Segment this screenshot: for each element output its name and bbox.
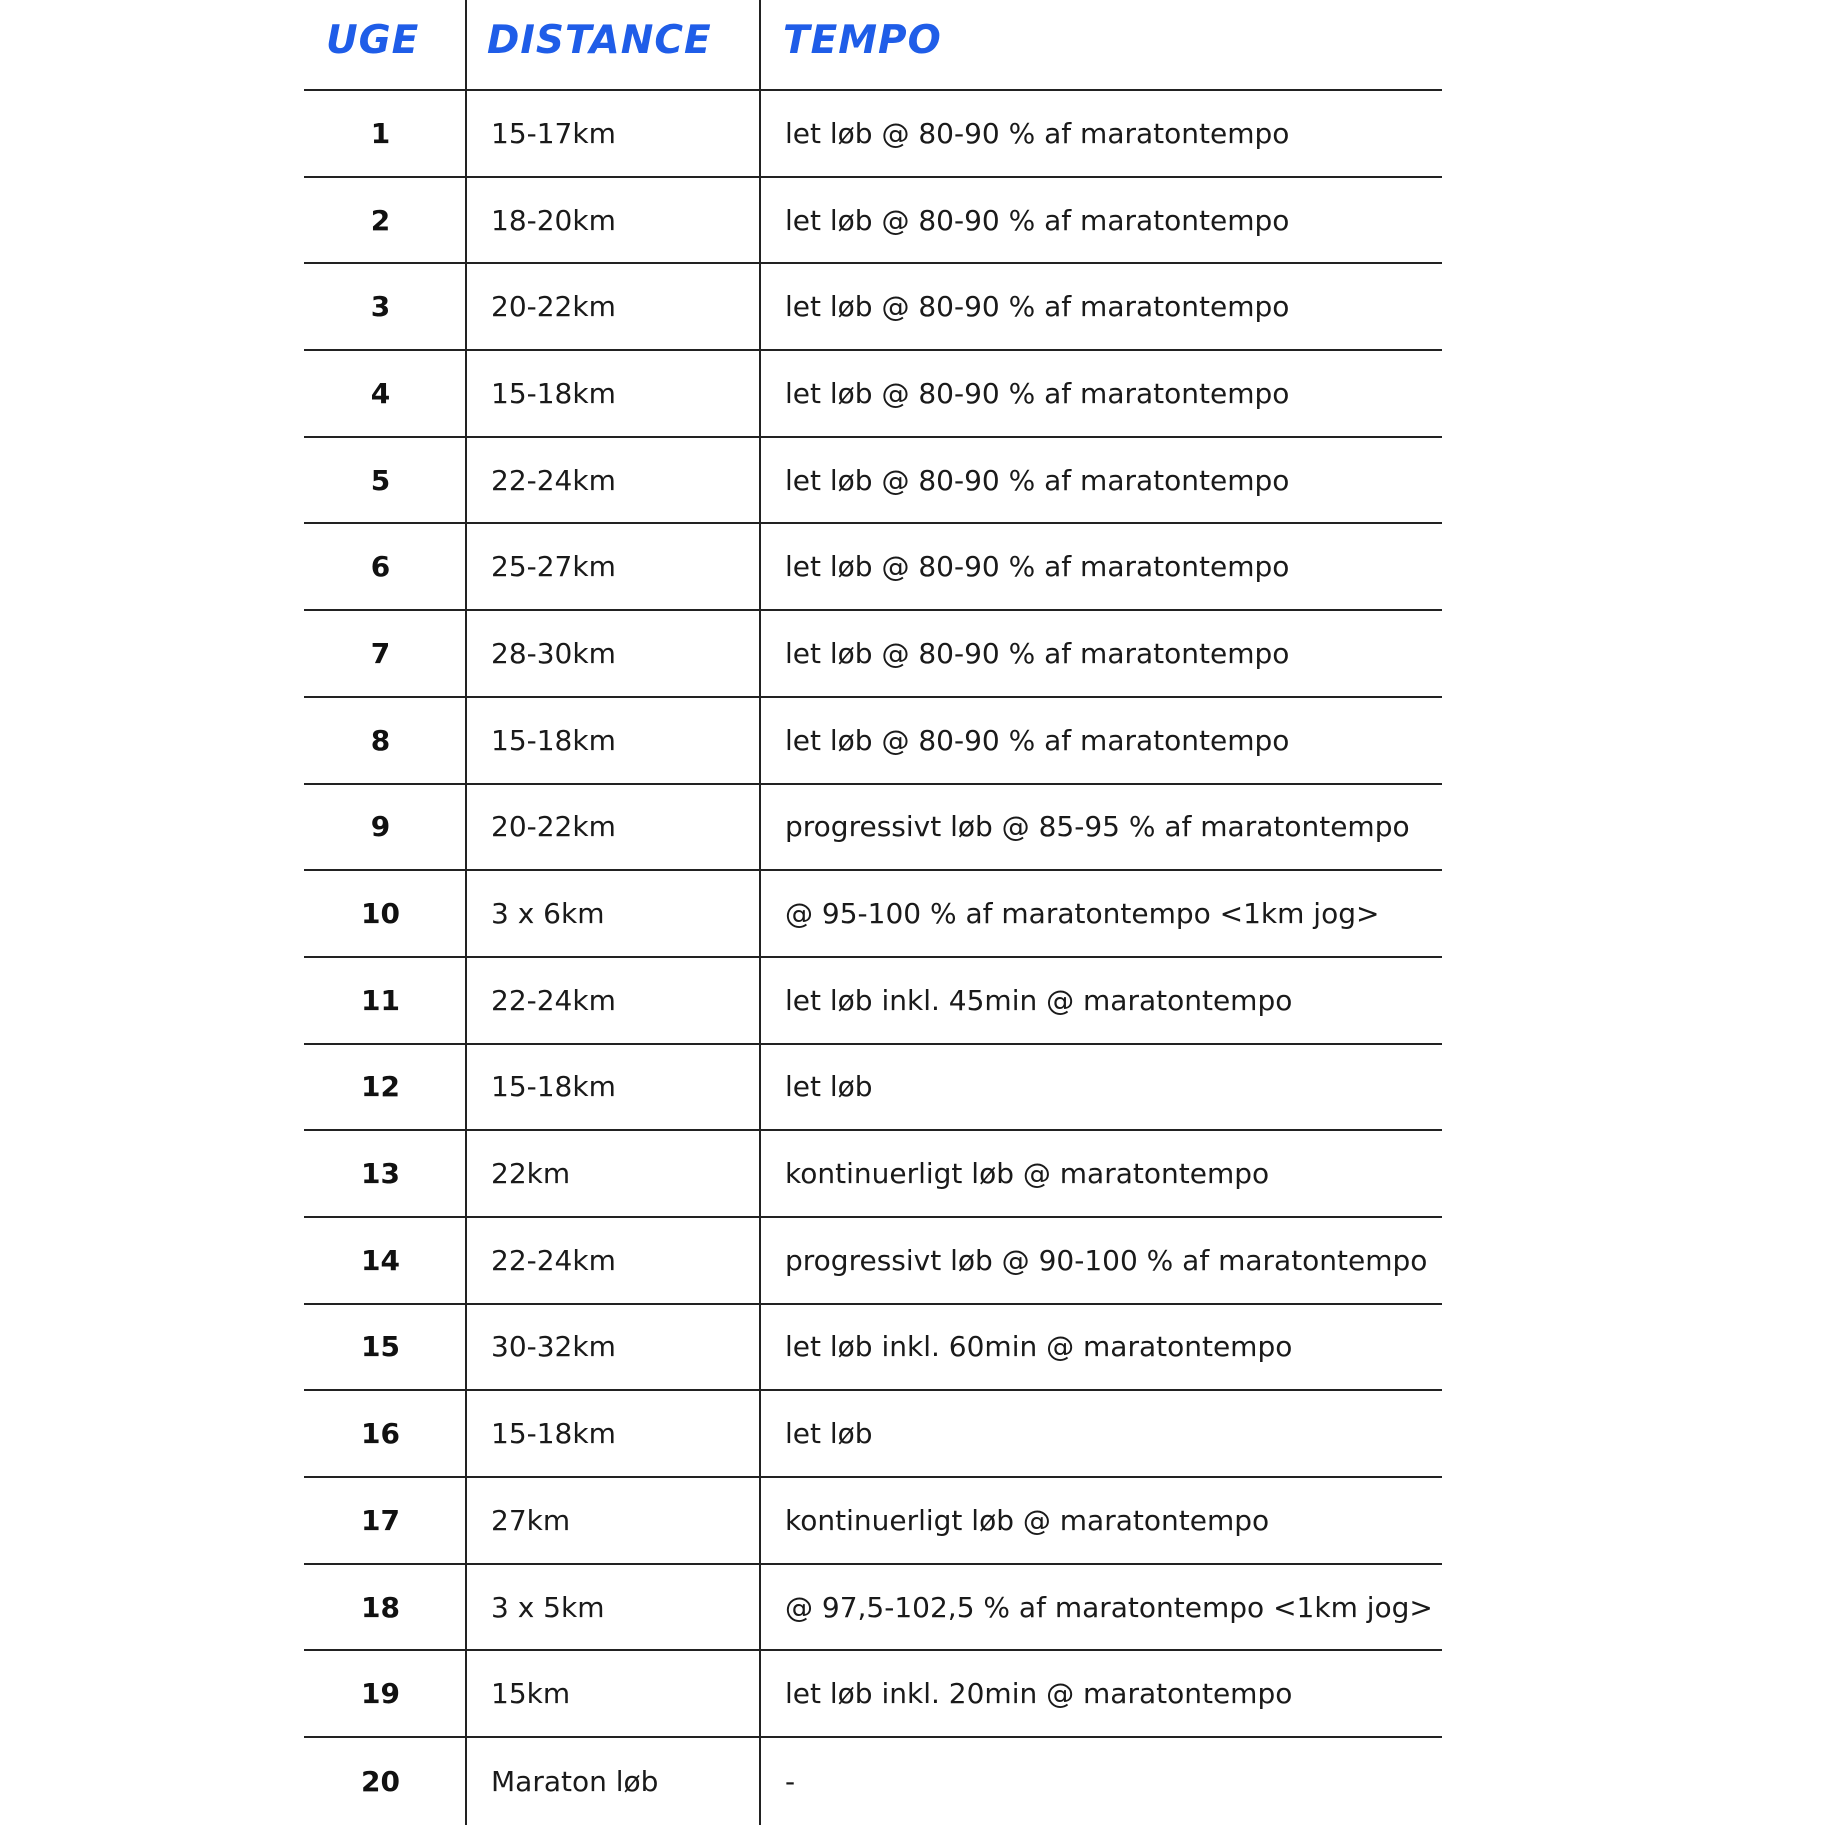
week-cell: [304, 1738, 467, 1825]
distance-cell: [467, 698, 761, 783]
tempo-cell: [761, 1565, 1442, 1650]
distance-value: 18-20km: [491, 203, 616, 237]
table-body: [304, 91, 1442, 1825]
tempo-value: let løb @ 80-90 % af maratontempo: [785, 376, 1290, 410]
week-cell: [304, 611, 467, 696]
distance-value: 15-18km: [491, 1070, 616, 1104]
tempo-value: let løb: [785, 1417, 873, 1451]
week-cell: [304, 1131, 467, 1216]
distance-value: 22-24km: [491, 983, 616, 1017]
tempo-value: let løb @ 80-90 % af maratontempo: [785, 550, 1290, 584]
week-cell: [304, 91, 467, 176]
distance-value: Maraton løb: [491, 1764, 659, 1798]
week-cell: [304, 524, 467, 609]
distance-value: 15-18km: [491, 376, 616, 410]
table-row: [304, 1045, 1442, 1132]
table-row: [304, 264, 1442, 351]
tempo-value: let løb inkl. 60min @ maratontempo: [785, 1330, 1293, 1364]
week-cell: [304, 1391, 467, 1476]
week-number: 5: [370, 463, 391, 497]
distance-value: 3 x 6km: [491, 897, 605, 931]
tempo-value: let løb @ 80-90 % af maratontempo: [785, 636, 1290, 670]
distance-value: 20-22km: [491, 810, 616, 844]
tempo-value: -: [785, 1764, 796, 1798]
table-row: [304, 1738, 1442, 1825]
table-row: [304, 351, 1442, 438]
header-distance-label: DISTANCE: [487, 18, 712, 63]
week-number: 2: [370, 203, 391, 237]
distance-value: 30-32km: [491, 1330, 616, 1364]
table-row: [304, 1131, 1442, 1218]
distance-cell: [467, 524, 761, 609]
tempo-cell: [761, 1651, 1442, 1736]
table-row: [304, 1651, 1442, 1738]
week-cell: [304, 178, 467, 263]
tempo-cell: [761, 1391, 1442, 1476]
week-number: 7: [370, 636, 391, 670]
distance-value: 15km: [491, 1677, 571, 1711]
distance-cell: [467, 1651, 761, 1736]
training-plan-table: [304, 0, 1442, 1825]
distance-cell: [467, 1391, 761, 1476]
table-row: [304, 178, 1442, 265]
tempo-cell: [761, 178, 1442, 263]
tempo-cell: [761, 524, 1442, 609]
distance-value: 22-24km: [491, 1243, 616, 1277]
week-number: 8: [370, 723, 391, 757]
week-number: 6: [370, 550, 391, 584]
week-cell: [304, 1045, 467, 1130]
tempo-value: let løb @ 80-90 % af maratontempo: [785, 116, 1290, 150]
tempo-cell: [761, 698, 1442, 783]
tempo-value: let løb @ 80-90 % af maratontempo: [785, 290, 1290, 324]
table-row: [304, 958, 1442, 1045]
header-cell-uge: [304, 0, 467, 89]
distance-value: 25-27km: [491, 550, 616, 584]
distance-value: 15-18km: [491, 1417, 616, 1451]
week-number: 12: [361, 1070, 400, 1104]
table-row: [304, 1478, 1442, 1565]
week-cell: [304, 1218, 467, 1303]
week-cell: [304, 1478, 467, 1563]
distance-cell: [467, 785, 761, 870]
week-cell: [304, 1565, 467, 1650]
distance-value: 28-30km: [491, 636, 616, 670]
tempo-cell: [761, 1738, 1442, 1825]
distance-cell: [467, 264, 761, 349]
table-row: [304, 438, 1442, 525]
table-row: [304, 524, 1442, 611]
distance-value: 15-17km: [491, 116, 616, 150]
distance-cell: [467, 91, 761, 176]
week-number: 9: [370, 810, 391, 844]
tempo-cell: [761, 351, 1442, 436]
week-number: 4: [370, 376, 391, 410]
tempo-value: progressivt løb @ 85-95 % af maratontempo: [785, 810, 1410, 844]
tempo-cell: [761, 785, 1442, 870]
week-number: 19: [361, 1677, 400, 1711]
week-number: 20: [361, 1764, 400, 1798]
week-number: 18: [361, 1590, 400, 1624]
week-number: 14: [361, 1243, 400, 1277]
tempo-value: kontinuerligt løb @ maratontempo: [785, 1503, 1270, 1537]
distance-cell: [467, 958, 761, 1043]
distance-cell: [467, 1738, 761, 1825]
table-row: [304, 1391, 1442, 1478]
week-number: 16: [361, 1417, 400, 1451]
table-row: [304, 91, 1442, 178]
week-number: 10: [361, 897, 400, 931]
tempo-cell: [761, 91, 1442, 176]
distance-value: 22-24km: [491, 463, 616, 497]
header-cell-distance: [467, 0, 761, 89]
table-row: [304, 785, 1442, 872]
tempo-value: let løb inkl. 45min @ maratontempo: [785, 983, 1293, 1017]
distance-value: 22km: [491, 1157, 571, 1191]
tempo-value: let løb inkl. 20min @ maratontempo: [785, 1677, 1293, 1711]
table-row: [304, 611, 1442, 698]
table-row: [304, 871, 1442, 958]
tempo-value: kontinuerligt løb @ maratontempo: [785, 1157, 1270, 1191]
week-cell: [304, 351, 467, 436]
tempo-cell: [761, 958, 1442, 1043]
distance-cell: [467, 1478, 761, 1563]
distance-cell: [467, 1218, 761, 1303]
week-number: 15: [361, 1330, 400, 1364]
distance-cell: [467, 871, 761, 956]
tempo-value: let løb @ 80-90 % af maratontempo: [785, 463, 1290, 497]
tempo-value: let løb @ 80-90 % af maratontempo: [785, 203, 1290, 237]
tempo-value: progressivt løb @ 90-100 % af maratontempo: [785, 1243, 1428, 1277]
tempo-value: let løb @ 80-90 % af maratontempo: [785, 723, 1290, 757]
week-cell: [304, 264, 467, 349]
week-number: 17: [361, 1503, 400, 1537]
tempo-cell: [761, 264, 1442, 349]
table-header: [304, 0, 1442, 91]
tempo-cell: [761, 1218, 1442, 1303]
header-tempo-label: TEMPO: [783, 18, 942, 63]
distance-value: 3 x 5km: [491, 1590, 605, 1624]
week-cell: [304, 1651, 467, 1736]
week-number: 11: [361, 983, 400, 1017]
distance-cell: [467, 1305, 761, 1390]
tempo-cell: [761, 438, 1442, 523]
distance-cell: [467, 178, 761, 263]
distance-cell: [467, 438, 761, 523]
header-cell-tempo: [761, 0, 1442, 89]
week-cell: [304, 438, 467, 523]
week-number: 3: [370, 290, 391, 324]
table-row: [304, 698, 1442, 785]
distance-cell: [467, 611, 761, 696]
table-row: [304, 1305, 1442, 1392]
distance-cell: [467, 1045, 761, 1130]
tempo-cell: [761, 1045, 1442, 1130]
distance-cell: [467, 1565, 761, 1650]
week-number: 1: [370, 116, 391, 150]
header-uge-label: UGE: [326, 18, 420, 63]
distance-cell: [467, 1131, 761, 1216]
tempo-cell: [761, 611, 1442, 696]
tempo-cell: [761, 1305, 1442, 1390]
distance-value: 27km: [491, 1503, 571, 1537]
tempo-cell: [761, 1131, 1442, 1216]
distance-cell: [467, 351, 761, 436]
tempo-cell: [761, 1478, 1442, 1563]
week-number: 13: [361, 1157, 400, 1191]
distance-value: 20-22km: [491, 290, 616, 324]
week-cell: [304, 1305, 467, 1390]
week-cell: [304, 958, 467, 1043]
tempo-value: @ 95-100 % af maratontempo <1km jog>: [785, 897, 1380, 931]
week-cell: [304, 698, 467, 783]
distance-value: 15-18km: [491, 723, 616, 757]
tempo-value: @ 97,5-102,5 % af maratontempo <1km jog>: [785, 1590, 1433, 1624]
week-cell: [304, 871, 467, 956]
table-row: [304, 1565, 1442, 1652]
tempo-cell: [761, 871, 1442, 956]
week-cell: [304, 785, 467, 870]
tempo-value: let løb: [785, 1070, 873, 1104]
table-row: [304, 1218, 1442, 1305]
